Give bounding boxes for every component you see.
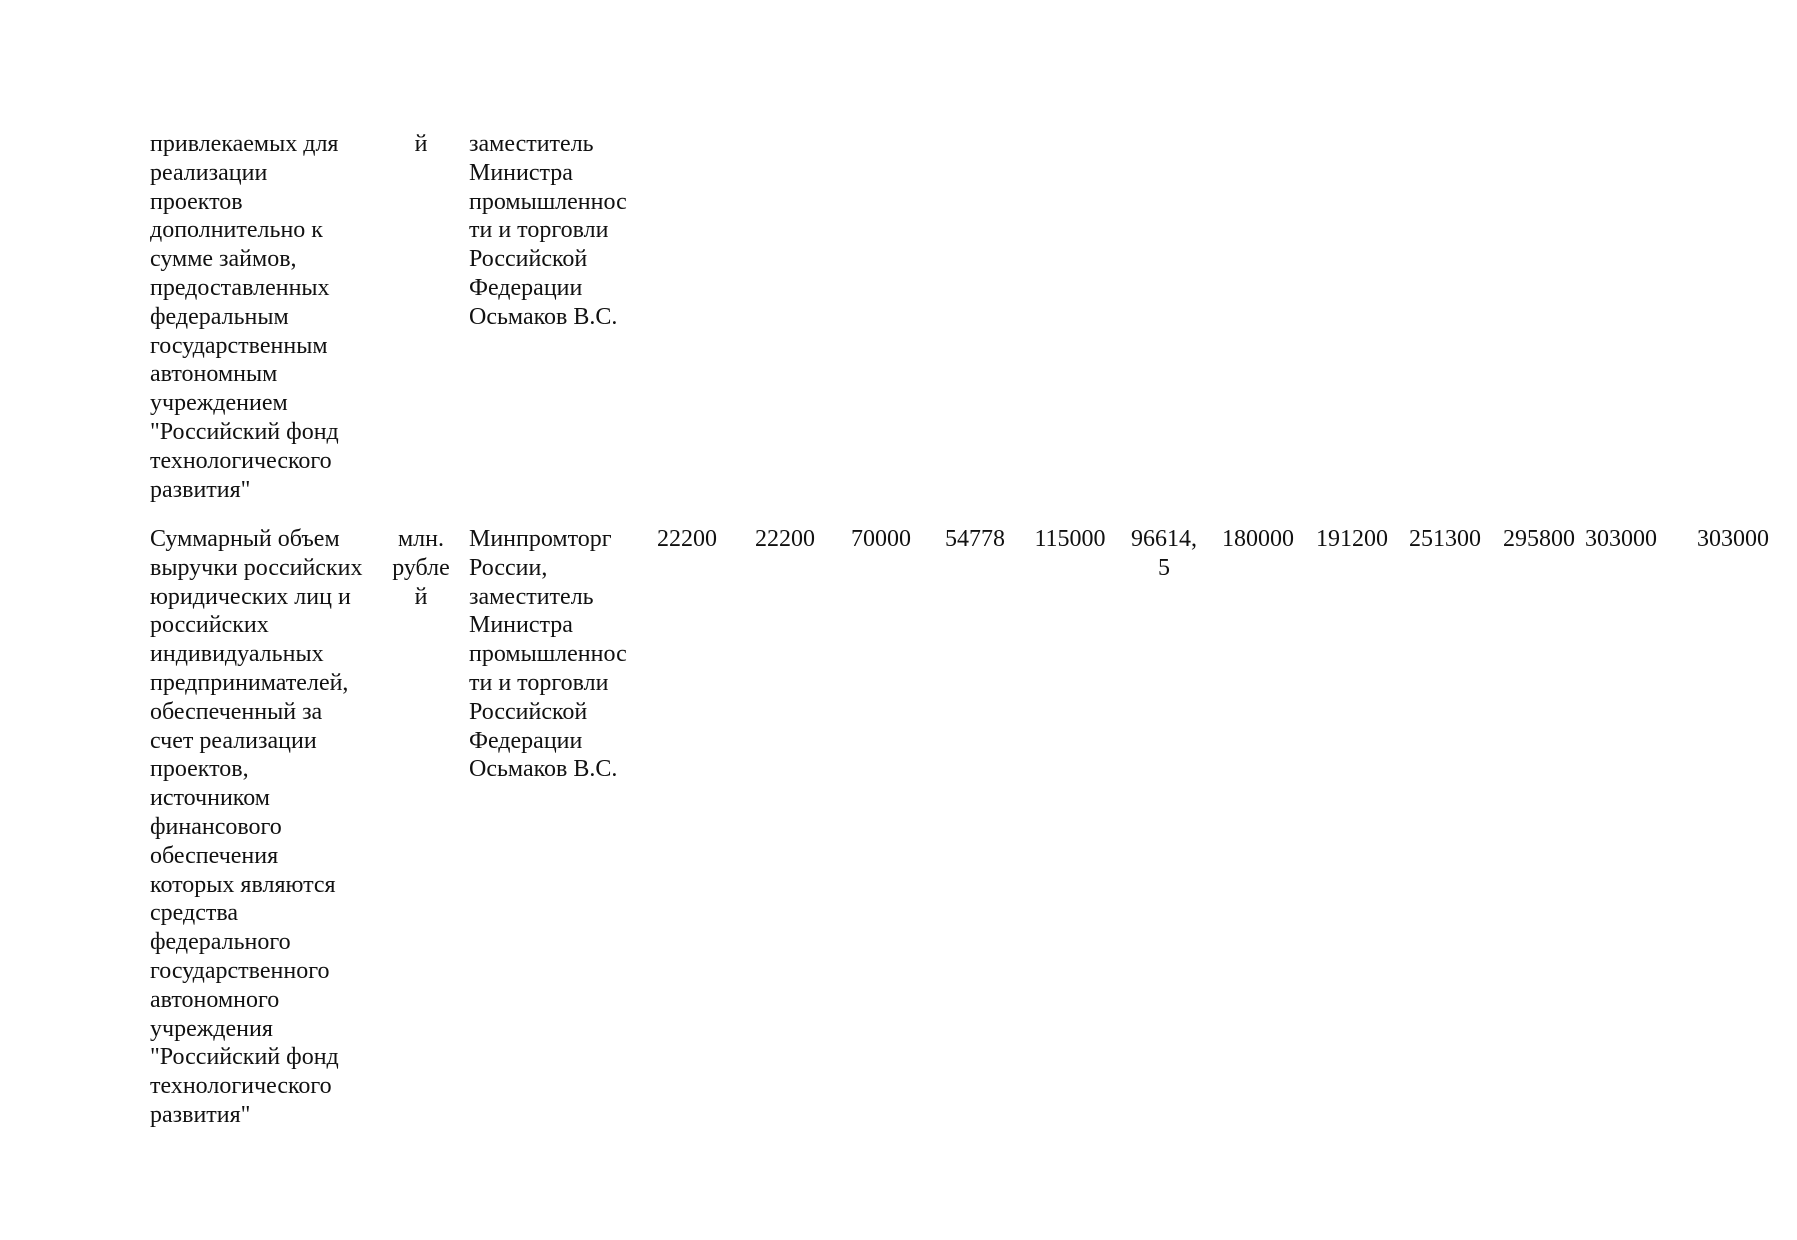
row-2-value: 54778 (945, 526, 1005, 552)
row-2-value: 96614, 5 (1131, 526, 1197, 581)
row-1-unit: й (414, 131, 428, 157)
row-2-responsible: Минпромторг России, заместитель Министра промышленнос ти и торговли Российской Федерации Осьмаков В.С. (469, 526, 627, 783)
row-2-value: 70000 (851, 526, 911, 552)
row-2-value: 295800 (1503, 526, 1575, 552)
row-2-value: 22200 (755, 526, 815, 552)
row-2-indicator-name: Суммарный объем выручки российских юридических лиц и российских индивидуальных предпринимателей, обеспеченный за счет реализации проектов, источником финансового обеспечения которых являются средства федерального государственного автономного учреждения "Российский фонд технологического развития" (150, 526, 363, 1128)
row-1-responsible: заместитель Министра промышленнос ти и торговли Российской Федерации Осьмаков В.С. (469, 131, 627, 330)
row-2-value: 191200 (1316, 526, 1388, 552)
row-2-unit: млн. рубле й (392, 526, 450, 610)
row-2-value: 303000 (1697, 526, 1769, 552)
row-2-value: 22200 (657, 526, 717, 552)
row-2-value: 180000 (1222, 526, 1294, 552)
row-1-indicator-name: привлекаемых для реализации проектов дополнительно к сумме займов, предоставленных федеральным государственным автономным учреждением "Российский фонд технологического развития" (150, 131, 339, 503)
row-2-value: 303000 (1585, 526, 1657, 552)
row-2-value: 115000 (1034, 526, 1106, 552)
row-2-value: 251300 (1409, 526, 1481, 552)
